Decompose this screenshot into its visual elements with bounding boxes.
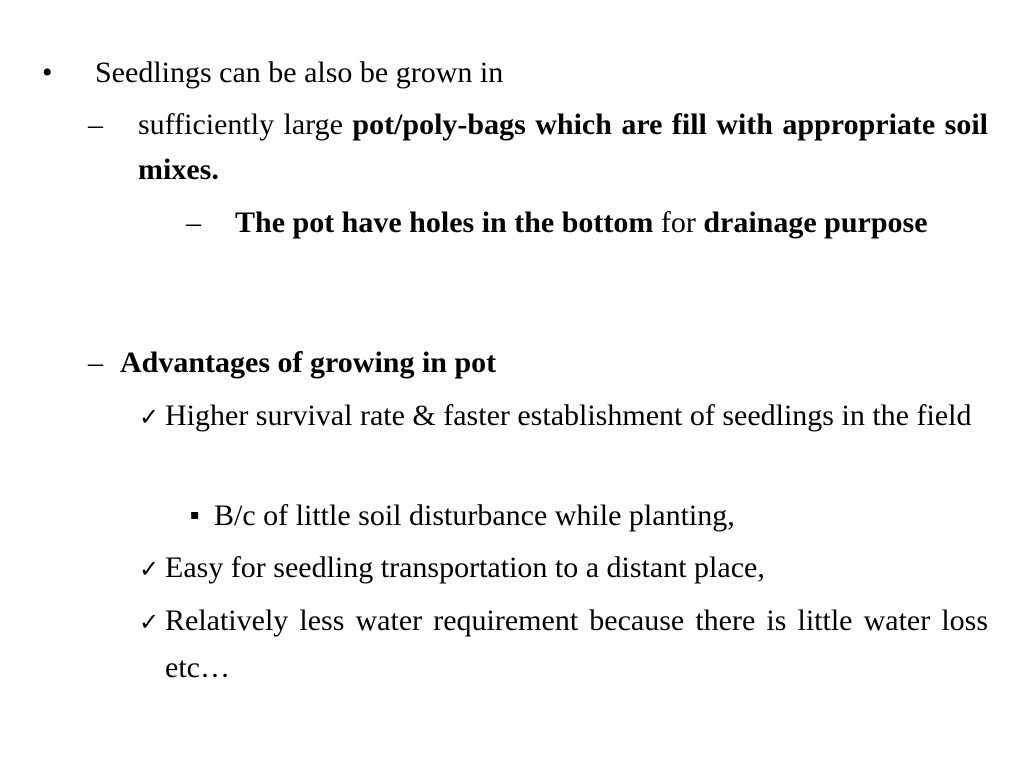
sub-sub-item-drainage [235,200,988,245]
reason-item-soil [214,493,988,538]
advantage-item-survival [139,393,988,440]
sub-item-plain-text: sufficiently large [138,108,353,141]
advantages-heading: Advantages of growing in pot [120,346,497,379]
checkmark-icon: ✓ [139,608,160,636]
drainage-plain-text: for [653,206,704,239]
bullet-text: Seedlings can be also be grown in [95,56,504,89]
drainage-bold-text-b: drainage purpose [703,206,928,239]
dash-icon: – [88,346,103,379]
bullet-item-seedlings [95,50,988,95]
advantage-text: Relatively less water requirement because there is little water loss etc… [165,604,988,684]
advantage-text: Higher survival rate & faster establishment of seedlings in the field [165,399,972,432]
square-bullet-icon: ▪ [190,507,200,523]
advantage-item-water [139,598,988,690]
drainage-bold-text-a: The pot have holes in the bottom [235,206,654,239]
checkmark-icon: ✓ [139,403,160,431]
sub-item-advantages [120,340,988,385]
bullet-dot-icon: • [42,56,53,89]
checkmark-icon: ✓ [139,555,160,583]
reason-text: B/c of little soil disturbance while planting, [214,499,735,532]
sub-item-bold-text: pot/poly-bags which are fill with appropriate soil mixes. [138,108,989,186]
dash-icon: – [88,108,103,141]
dash-icon: – [186,206,201,239]
advantage-item-transport [139,545,988,592]
sub-item-pot-bags [138,102,988,192]
advantage-text: Easy for seedling transportation to a distant place, [165,551,765,584]
